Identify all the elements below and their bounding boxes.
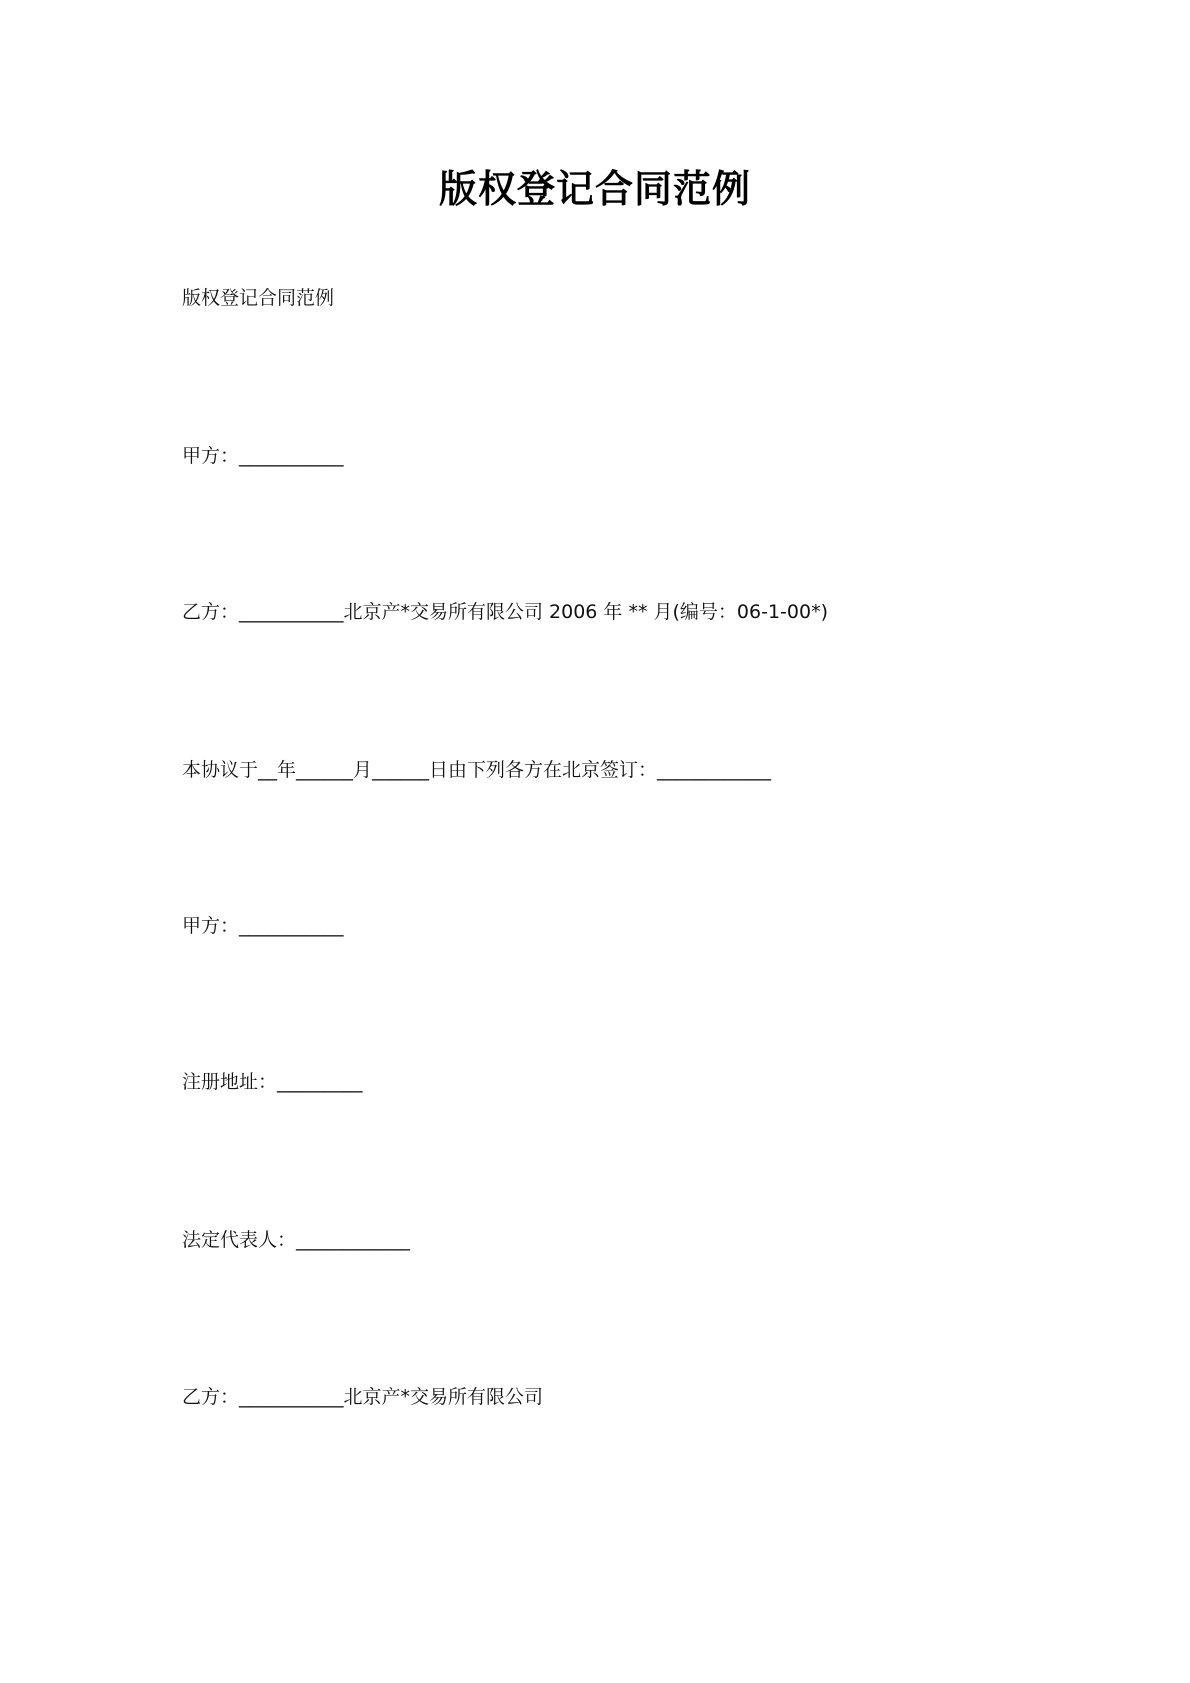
agreement-date-line: 本协议于__年______月______日由下列各方在北京签订：____________: [182, 759, 772, 781]
document-subtitle: 版权登记合同范例: [182, 287, 335, 309]
document-title: 版权登记合同范例: [438, 167, 751, 211]
party-a-line-2: 甲方：___________: [182, 915, 344, 937]
party-b-line: 乙方：___________北京产*交易所有限公司 2006 年 ** 月(编号：06-1-00*): [182, 601, 828, 623]
registered-address-line: 注册地址：_________: [182, 1071, 363, 1093]
legal-representative-line: 法定代表人：____________: [182, 1229, 411, 1251]
party-b-line-2: 乙方：___________北京产*交易所有限公司: [182, 1386, 544, 1408]
party-a-line: 甲方：___________: [182, 445, 344, 467]
